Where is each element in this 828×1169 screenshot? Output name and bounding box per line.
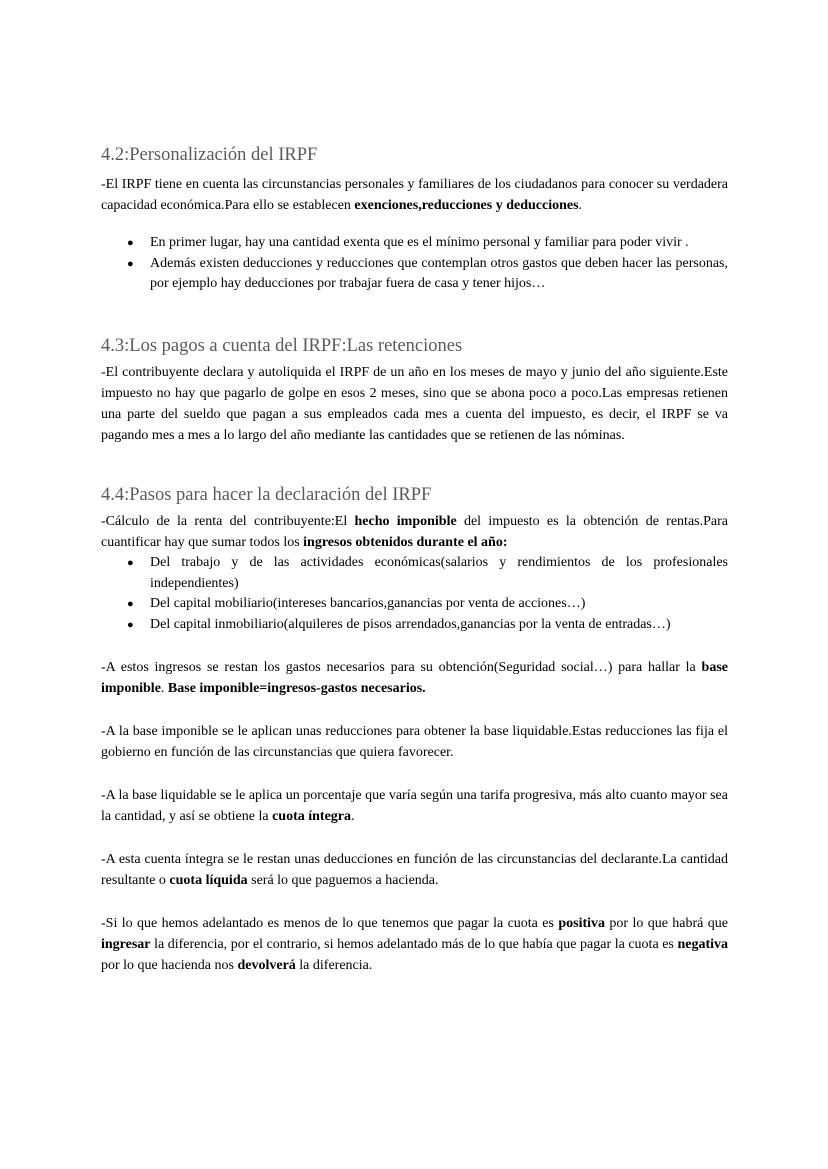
list-item: ● Del capital inmobiliario(alquileres de pisos arrendados,ganancias por la venta de entradas…)	[150, 615, 728, 636]
paragraph: -Cálculo de la renta del contribuyente:El hecho imponible del impuesto es la obtención de rentas.Para cuantificar hay que sumar todos los ingresos obtenidos durante el año:	[101, 514, 728, 550]
bullet-icon: ●	[127, 618, 134, 631]
section-4-4	[101, 483, 728, 976]
paragraph: -A la base imponible se le aplican unas reducciones para obtener la base liquidable.Estas reducciones las fija el gobierno en función de las circunstancias que quiera favorecer.	[101, 724, 728, 760]
paragraph: -A estos ingresos se restan los gastos necesarios para su obtención(Seguridad social…) para hallar la base imponible. Base imponible=ingresos-gastos necesarios.	[101, 660, 728, 696]
list-item: ● Del trabajo y de las actividades económicas(salarios y rendimientos de los profesionales independientes)	[127, 555, 728, 591]
section-4-3	[101, 334, 728, 446]
bullet-icon: ●	[127, 598, 134, 610]
paragraph: -El IRPF tiene en cuenta las circunstancias personales y familiares de los ciudadanos para conocer su verdadera capacidad económica.Para ello se establecen exenciones,reducciones y deducciones.	[101, 177, 728, 213]
list-item: ● Del capital mobiliario(intereses bancarios,ganancias por venta de acciones…)	[150, 594, 728, 615]
bullet-icon: ●	[127, 257, 134, 270]
paragraph: -Si lo que hemos adelantado es menos de lo que tenemos que pagar la cuota es positiva por lo que habrá que ingresar la diferencia, por el contrario, si hemos adelantado más de lo que había que pagar la cuota es negativa por lo que hacienda nos devolverá la diferencia.	[101, 916, 728, 973]
section-title: 4.3:Los pagos a cuenta del IRPF:Las retenciones	[101, 336, 463, 356]
bullet-list	[127, 233, 728, 295]
bullet-list	[127, 553, 728, 635]
list-item: ● Además existen deducciones y reducciones que contemplan otros gastos que deben hacer las personas, por ejemplo hay deducciones por trabajar fuera de casa y tener hijos…	[127, 255, 728, 291]
bullet-icon: ●	[127, 557, 134, 569]
bullet-icon: ●	[127, 237, 134, 249]
paragraph: -A esta cuenta íntegra se le restan unas deducciones en función de las circunstancias del declarante.La cantidad resultante o cuota líquida será lo que paguemos a hacienda.	[101, 852, 728, 888]
list-item: ● En primer lugar, hay una cantidad exenta que es el mínimo personal y familiar para poder vivir .	[150, 233, 728, 254]
section-4-2	[101, 143, 728, 295]
paragraph: -A la base liquidable se le aplica un porcentaje que varía según una tarifa progresiva, más alto cuanto mayor sea la cantidad, y así se obtiene la cuota íntegra.	[101, 788, 728, 824]
section-title: 4.2:Personalización del IRPF	[101, 145, 318, 165]
section-title: 4.4:Pasos para hacer la declaración del IRPF	[101, 485, 432, 505]
paragraph: -El contribuyente declara y autoliquida el IRPF de un año en los meses de mayo y junio del año siguiente.Este impuesto no hay que pagarlo de golpe en esos 2 meses, sino que se abona poco a poco.Las empresas retienen una parte del sueldo que pagan a sus empleados cada mes a cuenta del impuesto, es decir, el IRPF se va pagando mes a mes a lo largo del año mediante las cantidades que se retienen de las nóminas.	[101, 365, 728, 443]
